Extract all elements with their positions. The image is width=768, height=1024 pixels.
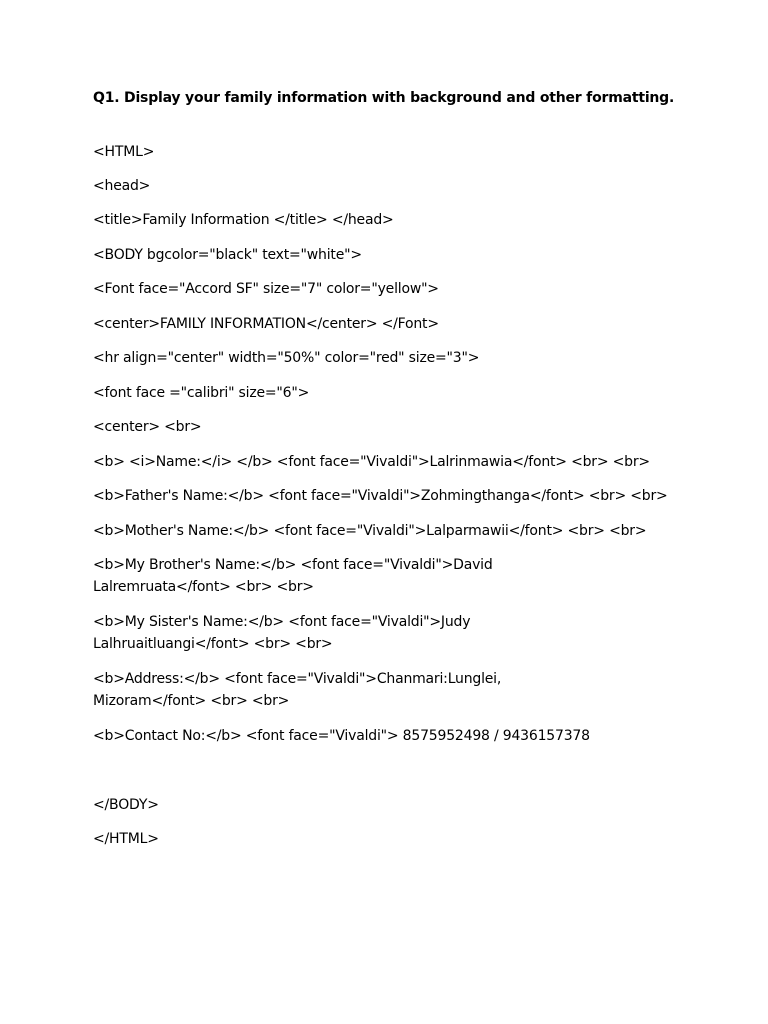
code-line-center-heading: <center>FAMILY INFORMATION</center> </Font> <box>93 316 439 332</box>
question-heading: Q1. Display your family information with background and other formatting. <box>93 90 675 106</box>
code-line-sister-name: <b>My Sister's Name:</b> <font face="Vivaldi">Judy Lalhruaitluangi</font> <br> <br> <box>93 614 471 652</box>
code-line-mother-name: <b>Mother's Name:</b> <font face="Vivaldi">Lalparmawii</font> <br> <br> <box>93 523 647 539</box>
code-line-center-br: <center> <br> <box>93 419 202 435</box>
code-line-font-heading: <Font face="Accord SF" size="7" color="yellow"> <box>93 281 439 297</box>
code-line-address: <b>Address:</b> <font face="Vivaldi">Chanmari:Lunglei, Mizoram</font> <br> <br> <box>93 671 502 709</box>
code-line-hr: <hr align="center" width="50%" color="red" size="3"> <box>93 350 480 366</box>
code-line-font-calibri: <font face ="calibri" size="6"> <box>93 385 310 401</box>
code-line-name: <b> <i>Name:</i> </b> <font face="Vivaldi">Lalrinmawia</font> <br> <br> <box>93 454 650 470</box>
code-line-body-close: </BODY> <box>93 797 159 813</box>
code-line-contact: <b>Contact No:</b> <font face="Vivaldi"> 8575952498 / 9436157378 <box>93 728 590 744</box>
code-line-html-close: </HTML> <box>93 831 159 847</box>
code-line-body-open: <BODY bgcolor="black" text="white"> <box>93 247 362 263</box>
code-line-html-open: <HTML> <box>93 144 155 160</box>
code-line-brother-name: <b>My Brother's Name:</b> <font face="Vivaldi">David Lalremruata</font> <br> <br> <box>93 557 493 595</box>
code-line-title: <title>Family Information </title> </head> <box>93 212 394 228</box>
code-line-head-open: <head> <box>93 178 151 194</box>
code-line-father-name: <b>Father's Name:</b> <font face="Vivaldi">Zohmingthanga</font> <br> <br> <box>93 488 668 504</box>
